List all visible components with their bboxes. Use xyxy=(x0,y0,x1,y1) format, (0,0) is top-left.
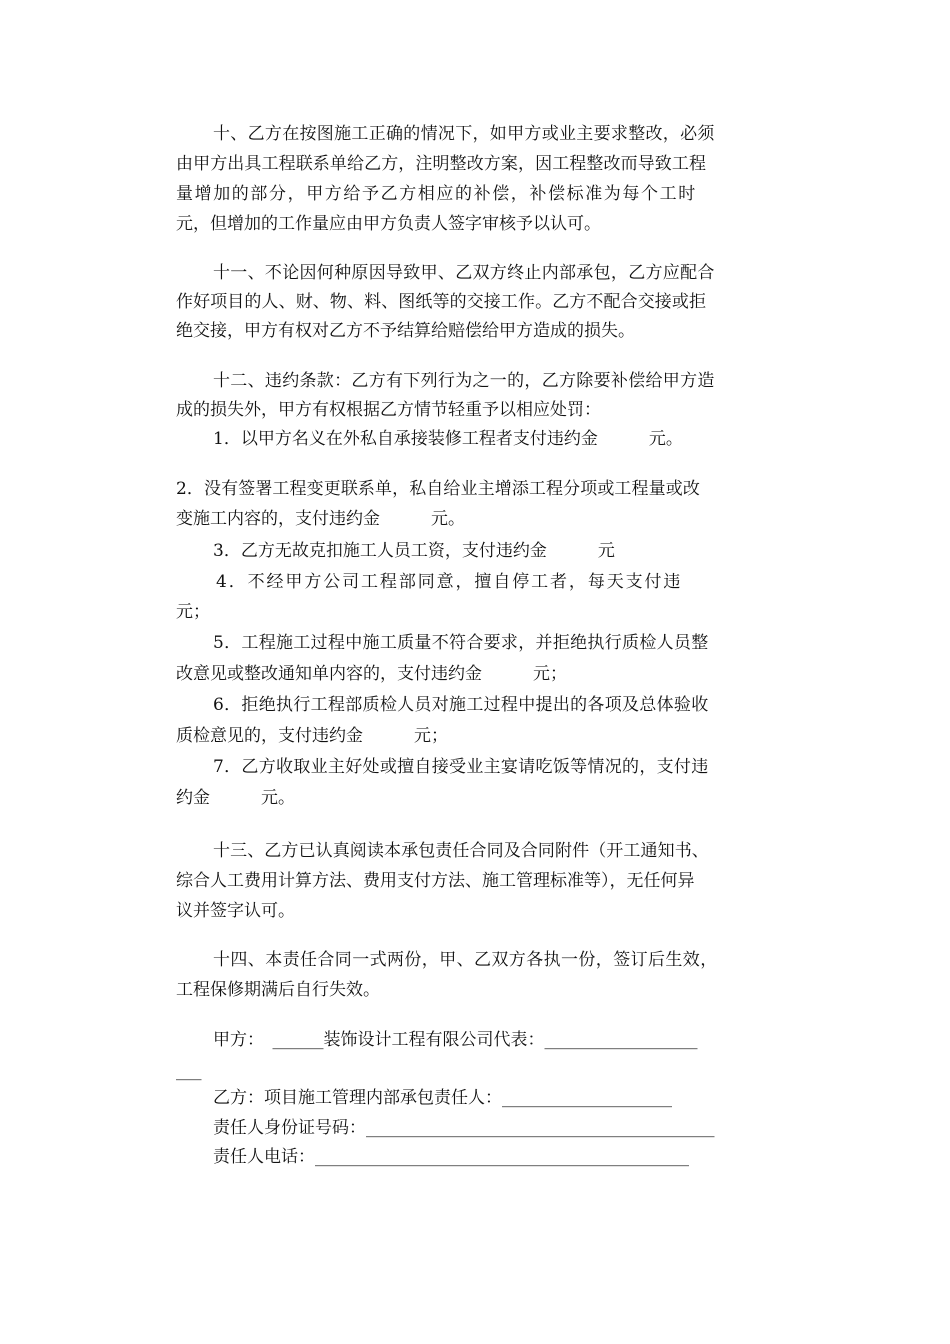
clause-13-line-1: 十三、乙方已认真阅读本承包责任合同及合同附件（开工通知书、 xyxy=(213,841,709,861)
clause-12-item-2-line-1: 2．没有签署工程变更联系单，私自给业主增添工程分项或工程量或改 xyxy=(176,479,700,499)
clause-12-item-4-line-2: 元； xyxy=(176,602,210,622)
party-a-signature-line: 甲方： ______装饰设计工程有限公司代表：__________________ xyxy=(213,1030,698,1050)
clause-12-item-7-line-1: 7．乙方收取业主好处或擅自接受业主宴请吃饭等情况的，支付违 xyxy=(213,757,709,777)
clause-13-line-2: 综合人工费用计算方法、费用支付方法、施工管理标准等），无任何异 xyxy=(176,871,695,891)
clause-10-line-3: 量增加的部分，甲方给予乙方相应的补偿，补偿标准为每个工时 xyxy=(176,184,697,204)
clause-14-line-2: 工程保修期满后自行失效。 xyxy=(176,980,380,1000)
clause-11-line-1: 十一、不论因何种原因导致甲、乙双方终止内部承包，乙方应配合 xyxy=(213,263,715,283)
clause-14-line-1: 十四、本责任合同一式两份，甲、乙双方各执一份，签订后生效， xyxy=(213,950,718,970)
phone-line: 责任人电话：____________________________________________ xyxy=(213,1147,689,1167)
clause-10-line-2: 由甲方出具工程联系单给乙方，注明整改方案，因工程整改而导致工程 xyxy=(176,154,707,174)
clause-10-line-1: 十、乙方在按图施工正确的情况下，如甲方或业主要求整改，必须 xyxy=(213,124,715,144)
clause-12-item-4-line-1: 4．不经甲方公司工程部同意，擅自停工者，每天支付违 xyxy=(216,572,683,592)
clause-12-item-5-line-1: 5．工程施工过程中施工质量不符合要求，并拒绝执行质检人员整 xyxy=(213,633,709,653)
clause-11-line-3: 绝交接，甲方有权对乙方不予结算给赔偿给甲方造成的损失。 xyxy=(176,321,635,341)
clause-12-item-1: 1．以甲方名义在外私自承接装修工程者支付违约金 元。 xyxy=(213,429,683,449)
clause-12-item-6-line-1: 6．拒绝执行工程部质检人员对施工过程中提出的各项及总体验收 xyxy=(213,695,709,715)
clause-12-item-5-line-2: 改意见或整改通知单内容的，支付违约金 元； xyxy=(176,664,567,684)
id-number-line: 责任人身份证号码：_________________________________________ xyxy=(213,1118,715,1138)
clause-12-item-7-line-2: 约金 元。 xyxy=(176,788,295,808)
party-a-signature-line-cont: ___ xyxy=(176,1061,202,1081)
clause-12-item-2-line-2: 变施工内容的，支付违约金 元。 xyxy=(176,509,465,529)
clause-12-item-3: 3．乙方无故克扣施工人员工资，支付违约金 元 xyxy=(213,541,615,561)
clause-11-line-2: 作好项目的人、财、物、料、图纸等的交接工作。乙方不配合交接或拒 xyxy=(176,292,707,312)
clause-12-line-1: 十二、违约条款：乙方有下列行为之一的，乙方除要补偿给甲方造 xyxy=(213,371,715,391)
clause-12-item-6-line-2: 质检意见的，支付违约金 元； xyxy=(176,726,448,746)
clause-13-line-3: 议并签字认可。 xyxy=(176,901,295,921)
clause-10-line-4: 元，但增加的工作量应由甲方负责人签字审核予以认可。 xyxy=(176,214,601,234)
party-b-signature-line: 乙方：项目施工管理内部承包责任人：____________________ xyxy=(213,1088,672,1108)
clause-12-line-2: 成的损失外，甲方有权根据乙方情节轻重予以相应处罚： xyxy=(176,400,601,420)
